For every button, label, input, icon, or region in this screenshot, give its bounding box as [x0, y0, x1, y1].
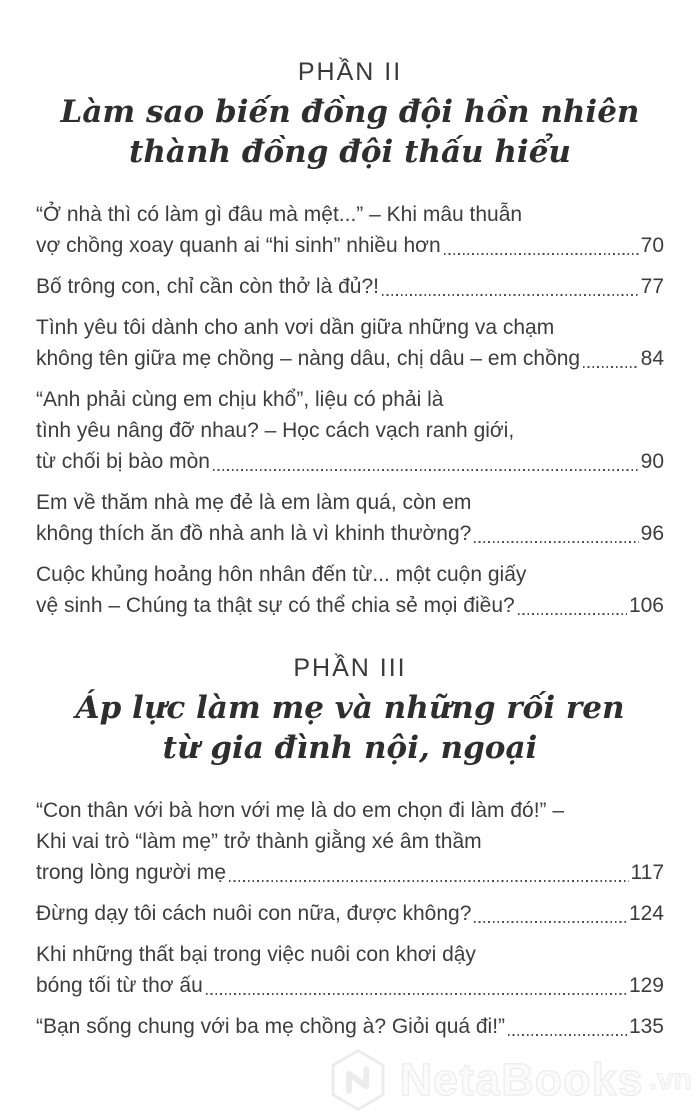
toc-entry-last-line — [36, 518, 664, 549]
part-title-line: thành đồng đội thấu hiểu — [129, 134, 571, 170]
toc-entry-last-line — [36, 1011, 664, 1042]
toc-entry — [36, 271, 664, 302]
part-heading: PHẦN II — [297, 58, 403, 86]
toc-entry-line: “Con thân với bà hơn với mẹ là do em chọn đi làm đó!” – — [36, 799, 565, 822]
toc-entry-last-line — [36, 857, 664, 888]
page-number: 77 — [640, 275, 664, 298]
toc-entry-text: Đừng dạy tôi cách nuôi con nữa, được không? — [36, 902, 472, 925]
page-number: 117 — [630, 861, 664, 884]
toc-entry-text: vợ chồng xoay quanh ai “hi sinh” nhiều hơn — [36, 234, 441, 257]
part-title-line: Áp lực làm mẹ và những rối ren — [75, 690, 625, 726]
toc-entry-last-line — [36, 271, 664, 302]
netabooks-watermark — [326, 1048, 692, 1112]
watermark-brand: NetaBooks — [399, 1054, 644, 1105]
toc-entry-last-line — [36, 343, 664, 374]
toc-entry-last-line — [36, 230, 664, 261]
part-title-line: Làm sao biến đồng đội hồn nhiên — [60, 94, 640, 130]
dot-leader — [474, 898, 627, 929]
toc-entry-last-line — [36, 970, 664, 1001]
toc-section — [36, 654, 664, 1042]
toc-entry — [36, 1011, 664, 1042]
page-number: 129 — [628, 974, 664, 997]
toc-entry-text: trong lòng người mẹ — [36, 861, 227, 884]
toc-entry — [36, 199, 664, 261]
part-heading: PHẦN III — [293, 654, 407, 682]
dot-leader — [474, 518, 638, 549]
toc-entry-line: Cuộc khủng hoảng hôn nhân đến từ... một cuộn giấy — [36, 563, 527, 586]
toc-entry — [36, 384, 664, 477]
page-number: 124 — [628, 902, 664, 925]
toc-entry-line: tình yêu nâng đỡ nhau? – Học cách vạch ranh giới, — [36, 419, 515, 442]
page-number: 96 — [640, 522, 664, 545]
page-number: 135 — [628, 1015, 664, 1038]
toc-entry-text: “Bạn sống chung với ba mẹ chồng à? Giỏi quá đi!” — [36, 1015, 506, 1038]
toc-entry-line: Em về thăm nhà mẹ đẻ là em làm quá, còn em — [36, 491, 472, 514]
dot-leader — [518, 590, 627, 621]
page-number: 90 — [640, 450, 664, 473]
dot-leader — [382, 271, 639, 302]
toc-entry — [36, 898, 664, 929]
toc-entry-text: không thích ăn đồ nhà anh là vì khinh thường? — [36, 522, 472, 545]
dot-leader — [213, 446, 639, 477]
toc-entry — [36, 559, 664, 621]
toc-entry-text: bóng tối từ thơ ấu — [36, 974, 203, 997]
toc-entry — [36, 487, 664, 549]
watermark-suffix: .vn — [648, 1063, 692, 1096]
part-title — [36, 92, 664, 172]
toc-entry-text: Bố trông con, chỉ cần còn thở là đủ?! — [36, 275, 379, 298]
toc-entry-text: vệ sinh – Chúng ta thật sự có thể chia sẻ mọi điều? — [36, 594, 515, 617]
toc-section — [36, 58, 664, 621]
page-number: 106 — [628, 594, 664, 617]
toc-entry-line: “Anh phải cùng em chịu khổ”, liệu có phải là — [36, 388, 444, 411]
toc-entry-last-line — [36, 898, 664, 929]
toc-entry-line: Khi vai trò “làm mẹ” trở thành giằng xé âm thầm — [36, 830, 482, 853]
toc-entry — [36, 795, 664, 888]
part-title-line: từ gia đình nội, ngoại — [162, 730, 538, 766]
toc-entries — [36, 199, 664, 621]
dot-leader — [206, 970, 627, 1001]
toc-entry — [36, 312, 664, 374]
netabooks-logo-icon — [326, 1048, 390, 1112]
dot-leader — [583, 343, 639, 374]
toc-entry-last-line — [36, 590, 664, 621]
page-number: 70 — [640, 234, 664, 257]
page-number: 84 — [640, 347, 664, 370]
toc-entry-line: Khi những thất bại trong việc nuôi con khơi dậy — [36, 943, 476, 966]
toc-entry-line: “Ở nhà thì có làm gì đâu mà mệt...” – Khi mâu thuẫn — [36, 203, 523, 226]
toc-entry-line: Tình yêu tôi dành cho anh vơi dần giữa những va chạm — [36, 316, 555, 339]
dot-leader — [444, 230, 639, 261]
toc-entry-last-line — [36, 446, 664, 477]
toc-entry-text: không tên giữa mẹ chồng – nàng dâu, chị dâu – em chồng — [36, 347, 581, 370]
part-title — [36, 688, 664, 768]
dot-leader — [229, 857, 628, 888]
toc-entries — [36, 795, 664, 1042]
toc-entry — [36, 939, 664, 1001]
toc-entry-text: từ chối bị bào mòn — [36, 450, 210, 473]
dot-leader — [508, 1011, 627, 1042]
